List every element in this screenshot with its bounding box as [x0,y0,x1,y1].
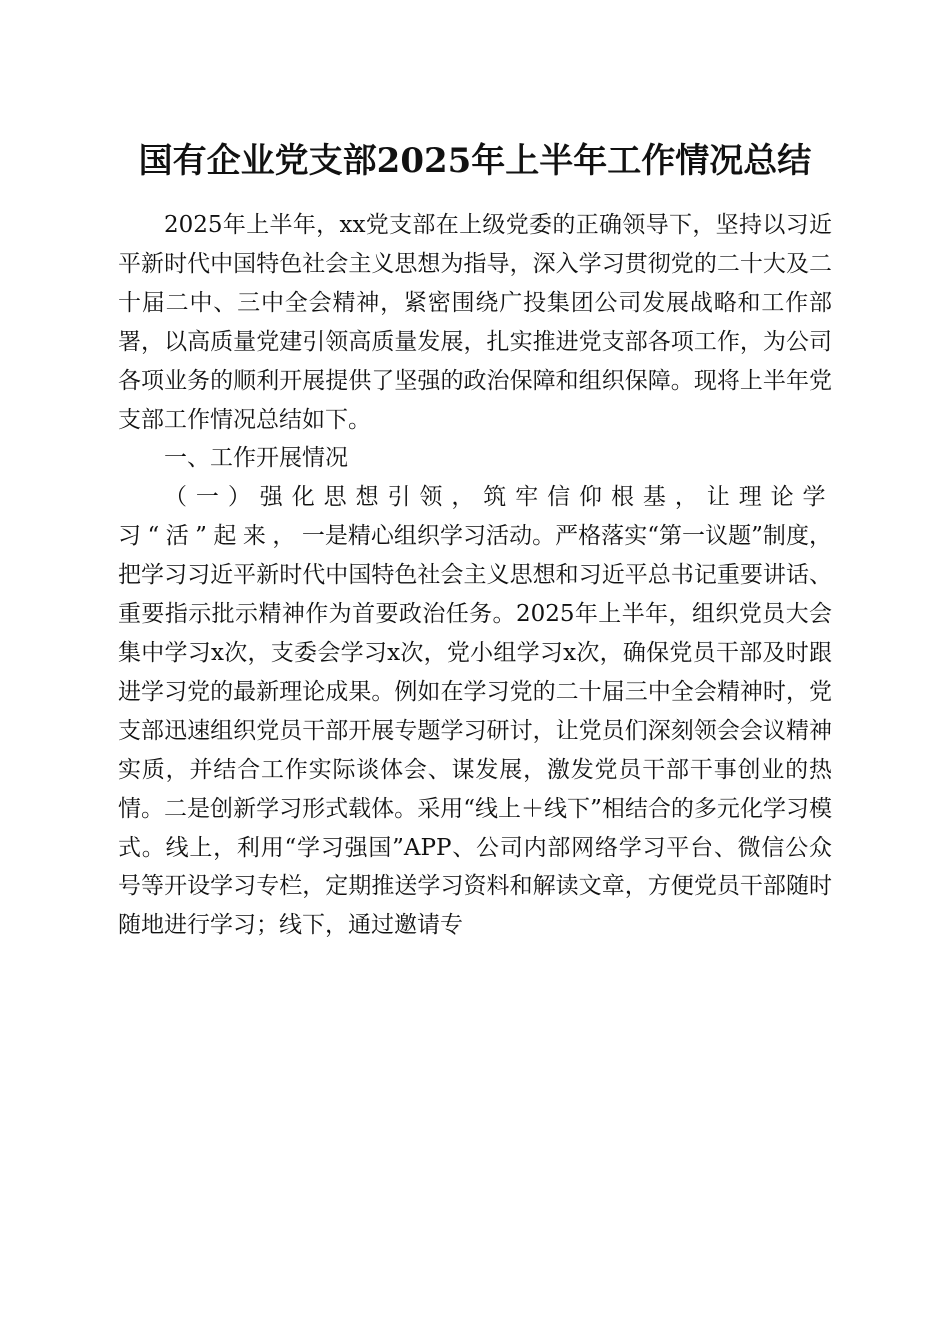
subsection-body: 一是精心组织学习活动。严格落实“第一议题”制度，把学习习近平新时代中国特色社会主义思想和习近平总书记重要讲话、重要指示批示精神作为首要政治任务。2025年上半年，组织党员大会集中学习x次，支委会学习x次，党小组学习x次，确保党员干部及时跟进学习党的最新理论成果。例如在学习党的二十届三中全会精神时，党支部迅速组织党员干部开展专题学习研讨，让党员们深刻领会会议精神实质，并结合工作实际谈体会、谋发展，激发党员干部干事创业的热情。二是创新学习形式载体。采用“线上＋线下”相结合的多元化学习模式。线上，利用“学习强国”APP、公司内部网络学习平台、微信公众号等开设学习专栏，定期推送学习资料和解读文章，方便党员干部随时随地进行学习；线下，通过邀请专 [118,523,832,939]
subsection-paragraph [118,478,832,945]
subsection-heading: （一）强化思想引领，筑牢信仰根基，让理论学习“活”起来， [118,484,832,550]
intro-paragraph: 2025年上半年，xx党支部在上级党委的正确领导下，坚持以习近平新时代中国特色社会主义思想为指导，深入学习贯彻党的二十大及二十届二中、三中全会精神，紧密围绕广投集团公司发展战略和工作部署，以高质量党建引领高质量发展，扎实推进党支部各项工作，为公司各项业务的顺利开展提供了坚强的政治保障和组织保障。现将上半年党支部工作情况总结如下。 [118,212,832,433]
document-body [118,206,832,945]
section-heading: 一、工作开展情况 [164,445,348,472]
document-title: 国有企业党支部2025年上半年工作情况总结 [138,141,812,181]
